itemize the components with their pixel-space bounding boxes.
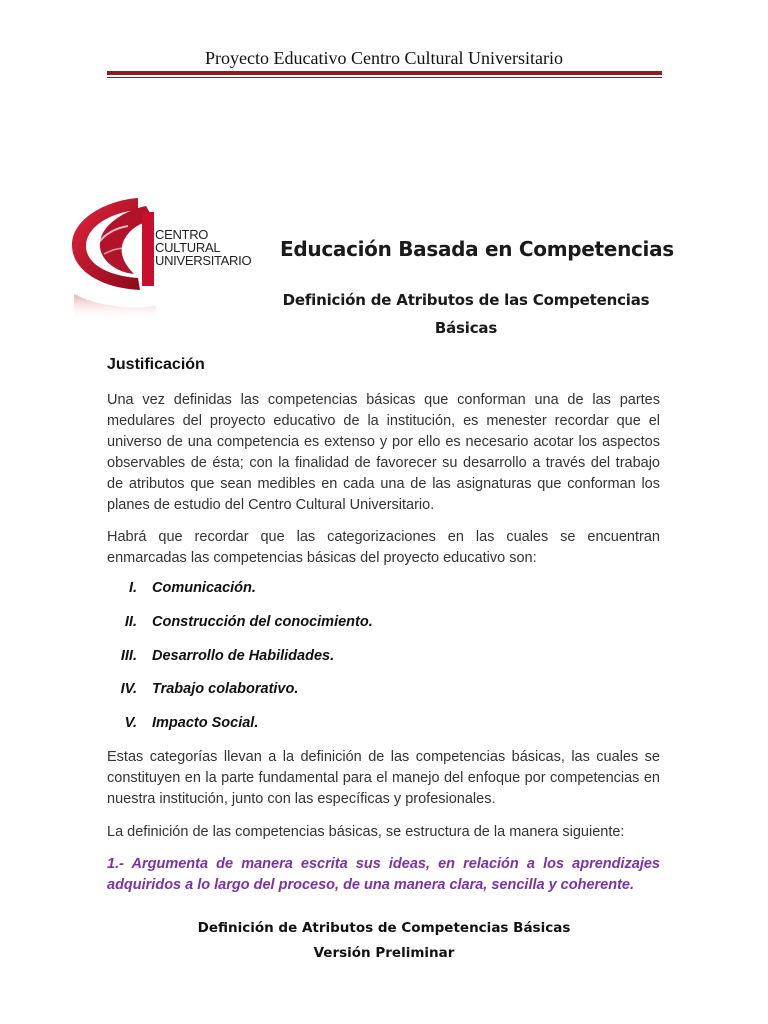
list-item-number: I. bbox=[128, 580, 137, 596]
competency-definition: 1.- Argumenta de manera escrita sus ideas, en relación a los aprendizajes adquiridos a lo largo del proceso, de una manera clara, sencilla y coherente. bbox=[107, 856, 660, 893]
logo-line: CENTRO bbox=[155, 227, 209, 242]
page-footer bbox=[0, 916, 768, 966]
paragraph-structure: La definición de las competencias básicas, se estructura de la manera siguiente: bbox=[107, 824, 625, 840]
header-rule bbox=[107, 71, 662, 75]
section-heading: Justificación bbox=[107, 356, 205, 373]
logo-line: UNIVERSITARIO bbox=[155, 253, 252, 268]
list-item bbox=[107, 646, 607, 680]
list-item-number: III. bbox=[120, 647, 137, 664]
list-item bbox=[107, 713, 607, 747]
logo-wordmark bbox=[155, 228, 251, 267]
list-item-number: II. bbox=[124, 613, 137, 630]
logo-line: CULTURAL bbox=[155, 240, 221, 255]
header-rule-thin bbox=[107, 77, 662, 78]
paragraph-categories-intro: Habrá que recordar que las categorizaciones en las cuales se encuentran enmarcadas las competencias básicas del proyecto educativo son: bbox=[107, 529, 660, 566]
list-item-label: Impacto Social. bbox=[152, 715, 259, 732]
list-item-label: Trabajo colaborativo. bbox=[152, 681, 299, 698]
list-item-number: V. bbox=[124, 715, 137, 732]
document-subtitle: Definición de Atributos de las Competencias Básicas bbox=[282, 291, 650, 337]
list-item-label: Construcción del conocimiento. bbox=[152, 613, 373, 630]
list-item-label: Comunicación. bbox=[152, 580, 256, 596]
list-item-label: Desarrollo de Habilidades. bbox=[152, 647, 335, 664]
paragraph-categories-purpose: Estas categorías llevan a la definición de las competencias básicas, las cuales se constituyen en la parte fundamental para el manejo del enfoque por competencias en nuestra institución, junto con las específicas y profesionales. bbox=[107, 749, 660, 807]
list-item bbox=[107, 578, 607, 612]
list-item bbox=[107, 679, 607, 713]
document-title: Educación Basada en Competencias bbox=[280, 237, 674, 261]
list-item bbox=[107, 612, 607, 646]
list-item-number: IV. bbox=[120, 681, 137, 698]
header-title: Proyecto Educativo Centro Cultural Universitario bbox=[205, 48, 563, 68]
paragraph-justification: Una vez definidas las competencias básicas que conforman una de las partes medulares del proyecto educativo de la institución, es menester recordar que el universo de una competencia es extenso y por ello es necesario acotar los aspectos observables de ésta; con la finalidad de favorecer su desarrollo a través del trabajo de atributos que sean medibles en cada una de las asignaturas que conforman los planes de estudio del Centro Cultural Universitario. bbox=[107, 392, 660, 513]
category-list bbox=[107, 578, 607, 747]
footer-line-2: Versión Preliminar bbox=[313, 945, 455, 961]
footer-line-1: Definición de Atributos de Competencias Básicas bbox=[197, 920, 571, 936]
